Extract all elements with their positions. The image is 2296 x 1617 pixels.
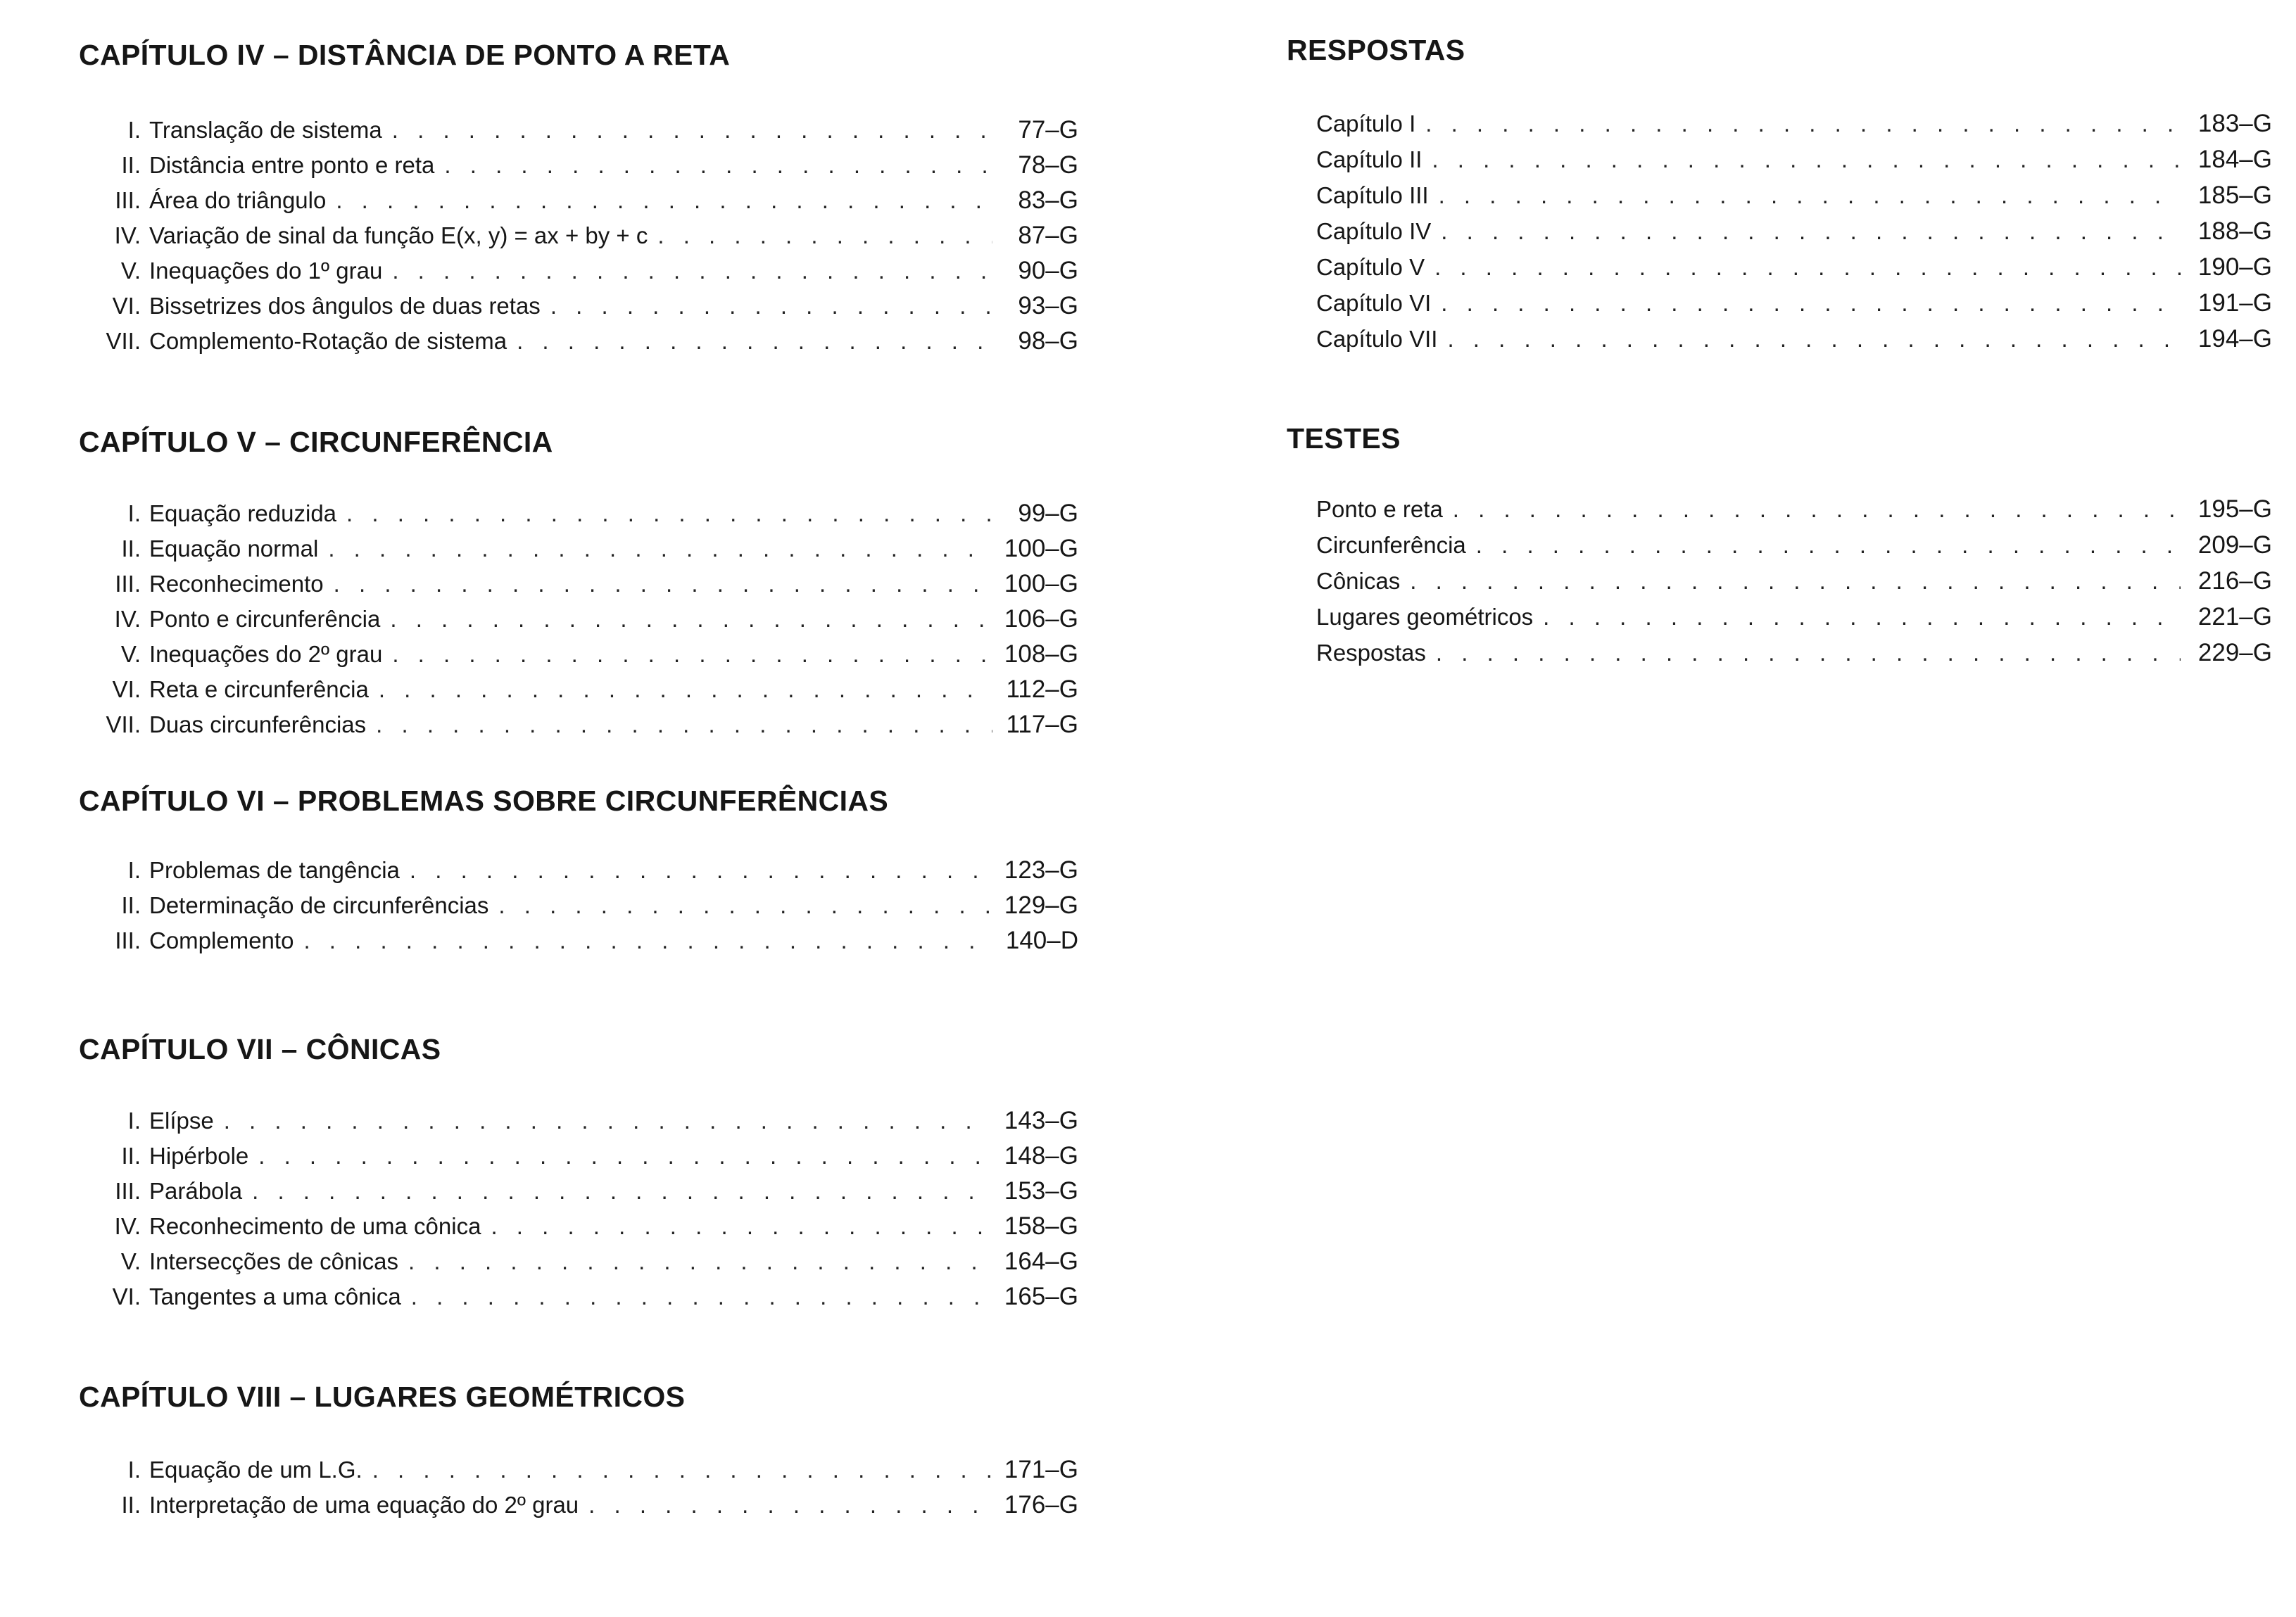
toc-entry[interactable] xyxy=(79,1279,1078,1314)
toc-entry[interactable] xyxy=(79,288,1078,324)
toc-entry[interactable] xyxy=(79,637,1078,672)
entry-title: Ponto e reta xyxy=(1316,496,1443,522)
entry-number: IV. xyxy=(114,222,141,248)
entry-number: III. xyxy=(115,1178,141,1204)
entry-title: Reconhecimento xyxy=(149,571,324,597)
dot-leader xyxy=(336,183,992,218)
entry-title: Parábola xyxy=(149,1178,243,1204)
entry-number: I. xyxy=(127,857,141,883)
toc-entry[interactable] xyxy=(79,1488,1078,1523)
entry-number: III. xyxy=(115,187,141,213)
entry-number: VI. xyxy=(112,676,141,702)
entry-title: Translação de sistema xyxy=(149,117,382,143)
entry-number: I. xyxy=(127,500,141,526)
toc-entry[interactable] xyxy=(1287,177,2272,213)
dot-leader xyxy=(1441,213,2181,249)
toc-entry[interactable] xyxy=(1287,321,2272,357)
entry-number: II. xyxy=(121,1143,141,1169)
entry-title: Complemento xyxy=(149,927,294,953)
dot-leader xyxy=(408,1244,992,1279)
entry-number: II. xyxy=(121,892,141,918)
toc-entry[interactable] xyxy=(1287,249,2272,285)
toc-entry[interactable] xyxy=(79,113,1078,148)
toc-entry[interactable] xyxy=(1287,527,2272,563)
chapter-heading: CAPÍTULO V – CIRCUNFERÊNCIA xyxy=(79,426,553,458)
dot-leader xyxy=(588,1488,992,1523)
entry-page: 123–G xyxy=(1004,856,1078,884)
dot-leader xyxy=(1441,285,2181,321)
dot-leader xyxy=(328,531,992,566)
entry-number: II. xyxy=(121,1492,141,1518)
entry-title: Ponto e circunferência xyxy=(149,606,381,632)
dot-leader xyxy=(517,324,992,359)
entry-number: II. xyxy=(121,152,141,178)
toc-entry[interactable] xyxy=(79,707,1078,742)
toc-entry[interactable] xyxy=(79,183,1078,218)
dot-leader xyxy=(1439,177,2181,213)
entry-page: 153–G xyxy=(1004,1177,1078,1205)
entry-title: Respostas xyxy=(1316,640,1426,666)
dot-leader xyxy=(1434,249,2181,285)
entry-title: Distância entre ponto e reta xyxy=(149,152,435,178)
section-entries xyxy=(1287,106,2272,357)
entry-number: III. xyxy=(115,927,141,953)
dot-leader xyxy=(390,602,992,637)
dot-leader xyxy=(1410,563,2181,599)
toc-entry[interactable] xyxy=(1287,635,2272,671)
entry-page: 148–G xyxy=(1004,1142,1078,1169)
toc-entry[interactable] xyxy=(79,1139,1078,1174)
dot-leader xyxy=(392,253,992,288)
entry-title: Capítulo VII xyxy=(1316,326,1438,352)
entry-title: Problemas de tangência xyxy=(149,857,400,883)
entry-title: Capítulo V xyxy=(1316,254,1425,280)
entry-title: Capítulo I xyxy=(1316,110,1416,137)
entry-page: 99–G xyxy=(1018,500,1078,527)
entry-page: 229–G xyxy=(2197,639,2272,666)
dot-leader xyxy=(1453,491,2181,527)
entry-number: II. xyxy=(121,535,141,562)
chapter-heading: CAPÍTULO VII – CÔNICAS xyxy=(79,1033,441,1065)
entry-number: III. xyxy=(115,571,141,597)
entry-number: I. xyxy=(127,1457,141,1483)
entry-page: 143–G xyxy=(1004,1107,1078,1134)
dot-leader xyxy=(346,496,992,531)
dot-leader xyxy=(1425,106,2181,141)
entry-page: 78–G xyxy=(1018,151,1078,179)
entry-page: 194–G xyxy=(2197,325,2272,353)
entry-title: Reconhecimento de uma cônica xyxy=(149,1213,481,1239)
entry-title: Bissetrizes dos ângulos de duas retas xyxy=(149,293,541,319)
toc-entry[interactable] xyxy=(79,888,1078,923)
entry-number: IV. xyxy=(114,1213,141,1239)
dot-leader xyxy=(491,1209,992,1244)
entry-title: Complemento-Rotação de sistema xyxy=(149,328,507,354)
toc-entry[interactable] xyxy=(79,1244,1078,1279)
entry-title: Capítulo III xyxy=(1316,182,1429,208)
toc-entry[interactable] xyxy=(79,672,1078,707)
toc-entry[interactable] xyxy=(79,566,1078,602)
entry-title: Duas circunferências xyxy=(149,711,367,737)
entry-title: Hipérbole xyxy=(149,1143,249,1169)
entry-number: V. xyxy=(120,641,141,667)
toc-entry[interactable] xyxy=(1287,491,2272,527)
entry-page: 176–G xyxy=(1004,1491,1078,1518)
entry-title: Lugares geométricos xyxy=(1316,604,1534,630)
toc-entry[interactable] xyxy=(79,496,1078,531)
entry-title: Área do triângulo xyxy=(149,187,327,213)
chapter-entries xyxy=(79,1103,1078,1314)
dot-leader xyxy=(1432,141,2181,177)
toc-entry[interactable] xyxy=(79,218,1078,253)
section-heading: RESPOSTAS xyxy=(1287,34,1465,66)
entry-title: Circunferência xyxy=(1316,532,1466,558)
entry-number: I. xyxy=(127,1108,141,1134)
entry-title: Capítulo II xyxy=(1316,146,1423,172)
chapter-entries xyxy=(79,113,1078,359)
entry-title: Interpretação de uma equação do 2º grau xyxy=(149,1492,579,1518)
entry-page: 216–G xyxy=(2197,567,2272,595)
dot-leader xyxy=(1476,527,2181,563)
entry-page: 108–G xyxy=(1004,640,1078,668)
dot-leader xyxy=(334,566,992,602)
entry-title: Inequações do 1º grau xyxy=(149,258,383,284)
toc-entry[interactable] xyxy=(1287,285,2272,321)
dot-leader xyxy=(392,637,992,672)
entry-title: Equação normal xyxy=(149,535,319,562)
entry-title: Tangentes a uma cônica xyxy=(149,1283,401,1310)
entry-title: Variação de sinal da função E(x, y) = ax + by + c xyxy=(149,222,648,248)
toc-entry[interactable] xyxy=(79,1103,1078,1139)
toc-entry[interactable] xyxy=(79,602,1078,637)
toc-entry[interactable] xyxy=(79,853,1078,888)
entry-number: VII. xyxy=(106,328,141,354)
toc-entry[interactable] xyxy=(79,324,1078,359)
chapter-heading: CAPÍTULO VIII – LUGARES GEOMÉTRICOS xyxy=(79,1381,686,1413)
entry-number: VII. xyxy=(106,711,141,737)
dot-leader xyxy=(303,923,992,958)
dot-leader xyxy=(252,1174,992,1209)
dot-leader xyxy=(1436,635,2181,671)
toc-entry[interactable] xyxy=(79,1452,1078,1488)
entry-number: V. xyxy=(120,258,141,284)
chapter-heading: CAPÍTULO VI – PROBLEMAS SOBRE CIRCUNFERÊNCIAS xyxy=(79,785,889,817)
entry-title: Equação de um L.G. xyxy=(149,1457,362,1483)
dot-leader xyxy=(657,218,992,253)
dot-leader xyxy=(258,1139,992,1174)
chapter-heading: CAPÍTULO IV – DISTÂNCIA DE PONTO A RETA xyxy=(79,39,731,71)
chapter-entries xyxy=(79,1452,1078,1523)
entry-title: Reta e circunferência xyxy=(149,676,369,702)
toc-entry[interactable] xyxy=(1287,106,2272,141)
toc-entry[interactable] xyxy=(79,253,1078,288)
entry-page: 171–G xyxy=(1004,1456,1078,1483)
entry-title: Determinação de circunferências xyxy=(149,892,489,918)
entry-page: 117–G xyxy=(1006,711,1078,738)
entry-page: 87–G xyxy=(1018,222,1078,249)
entry-number: VI. xyxy=(112,1283,141,1310)
section-heading: TESTES xyxy=(1287,422,1401,455)
entry-page: 129–G xyxy=(1004,892,1078,919)
entry-number: I. xyxy=(127,117,141,143)
entry-page: 165–G xyxy=(1004,1283,1078,1310)
entry-page: 100–G xyxy=(1004,535,1078,562)
entry-page: 90–G xyxy=(1018,257,1078,284)
entry-page: 185–G xyxy=(2197,182,2272,209)
entry-page: 77–G xyxy=(1018,116,1078,144)
entry-number: IV. xyxy=(114,606,141,632)
entry-title: Intersecções de cônicas xyxy=(149,1248,399,1274)
dot-leader xyxy=(1447,321,2181,357)
dot-leader xyxy=(392,113,992,148)
entry-number: VI. xyxy=(112,293,141,319)
dot-leader xyxy=(498,888,992,923)
entry-title: Capítulo VI xyxy=(1316,290,1432,316)
toc-entry[interactable] xyxy=(79,1209,1078,1244)
entry-title: Elípse xyxy=(149,1108,214,1134)
dot-leader xyxy=(410,853,992,888)
entry-title: Cônicas xyxy=(1316,568,1401,594)
chapter-entries xyxy=(79,853,1078,958)
toc-entry[interactable] xyxy=(79,1174,1078,1209)
entry-page: 98–G xyxy=(1018,327,1078,355)
entry-page: 188–G xyxy=(2197,217,2272,245)
entry-page: 140–D xyxy=(1005,927,1078,954)
entry-page: 221–G xyxy=(2197,603,2272,630)
toc-entry[interactable] xyxy=(79,148,1078,183)
entry-page: 100–G xyxy=(1004,570,1078,597)
dot-leader xyxy=(372,1452,992,1488)
toc-entry[interactable] xyxy=(1287,141,2272,177)
entry-page: 184–G xyxy=(2197,146,2272,173)
dot-leader xyxy=(376,707,992,742)
entry-page: 106–G xyxy=(1004,605,1078,633)
entry-page: 93–G xyxy=(1018,292,1078,319)
entry-page: 191–G xyxy=(2197,289,2272,317)
entry-title: Inequações do 2º grau xyxy=(149,641,383,667)
toc-entry[interactable] xyxy=(1287,213,2272,249)
entry-number: V. xyxy=(120,1248,141,1274)
dot-leader xyxy=(550,288,992,324)
dot-leader xyxy=(379,672,992,707)
entry-page: 83–G xyxy=(1018,186,1078,214)
entry-page: 158–G xyxy=(1004,1212,1078,1240)
dot-leader xyxy=(1543,599,2181,635)
entry-page: 183–G xyxy=(2197,110,2272,137)
entry-page: 112–G xyxy=(1006,676,1078,703)
entry-page: 190–G xyxy=(2197,253,2272,281)
entry-page: 164–G xyxy=(1004,1248,1078,1275)
toc-entry[interactable] xyxy=(79,923,1078,958)
entry-page: 195–G xyxy=(2197,495,2272,523)
section-entries xyxy=(1287,491,2272,671)
chapter-entries xyxy=(79,496,1078,742)
entry-page: 209–G xyxy=(2197,531,2272,559)
dot-leader xyxy=(224,1103,992,1139)
entry-title: Capítulo IV xyxy=(1316,218,1432,244)
dot-leader xyxy=(411,1279,992,1314)
dot-leader xyxy=(444,148,992,183)
toc-entry[interactable] xyxy=(79,531,1078,566)
entry-title: Equação reduzida xyxy=(149,500,337,526)
toc-entry[interactable] xyxy=(1287,599,2272,635)
toc-entry[interactable] xyxy=(1287,563,2272,599)
